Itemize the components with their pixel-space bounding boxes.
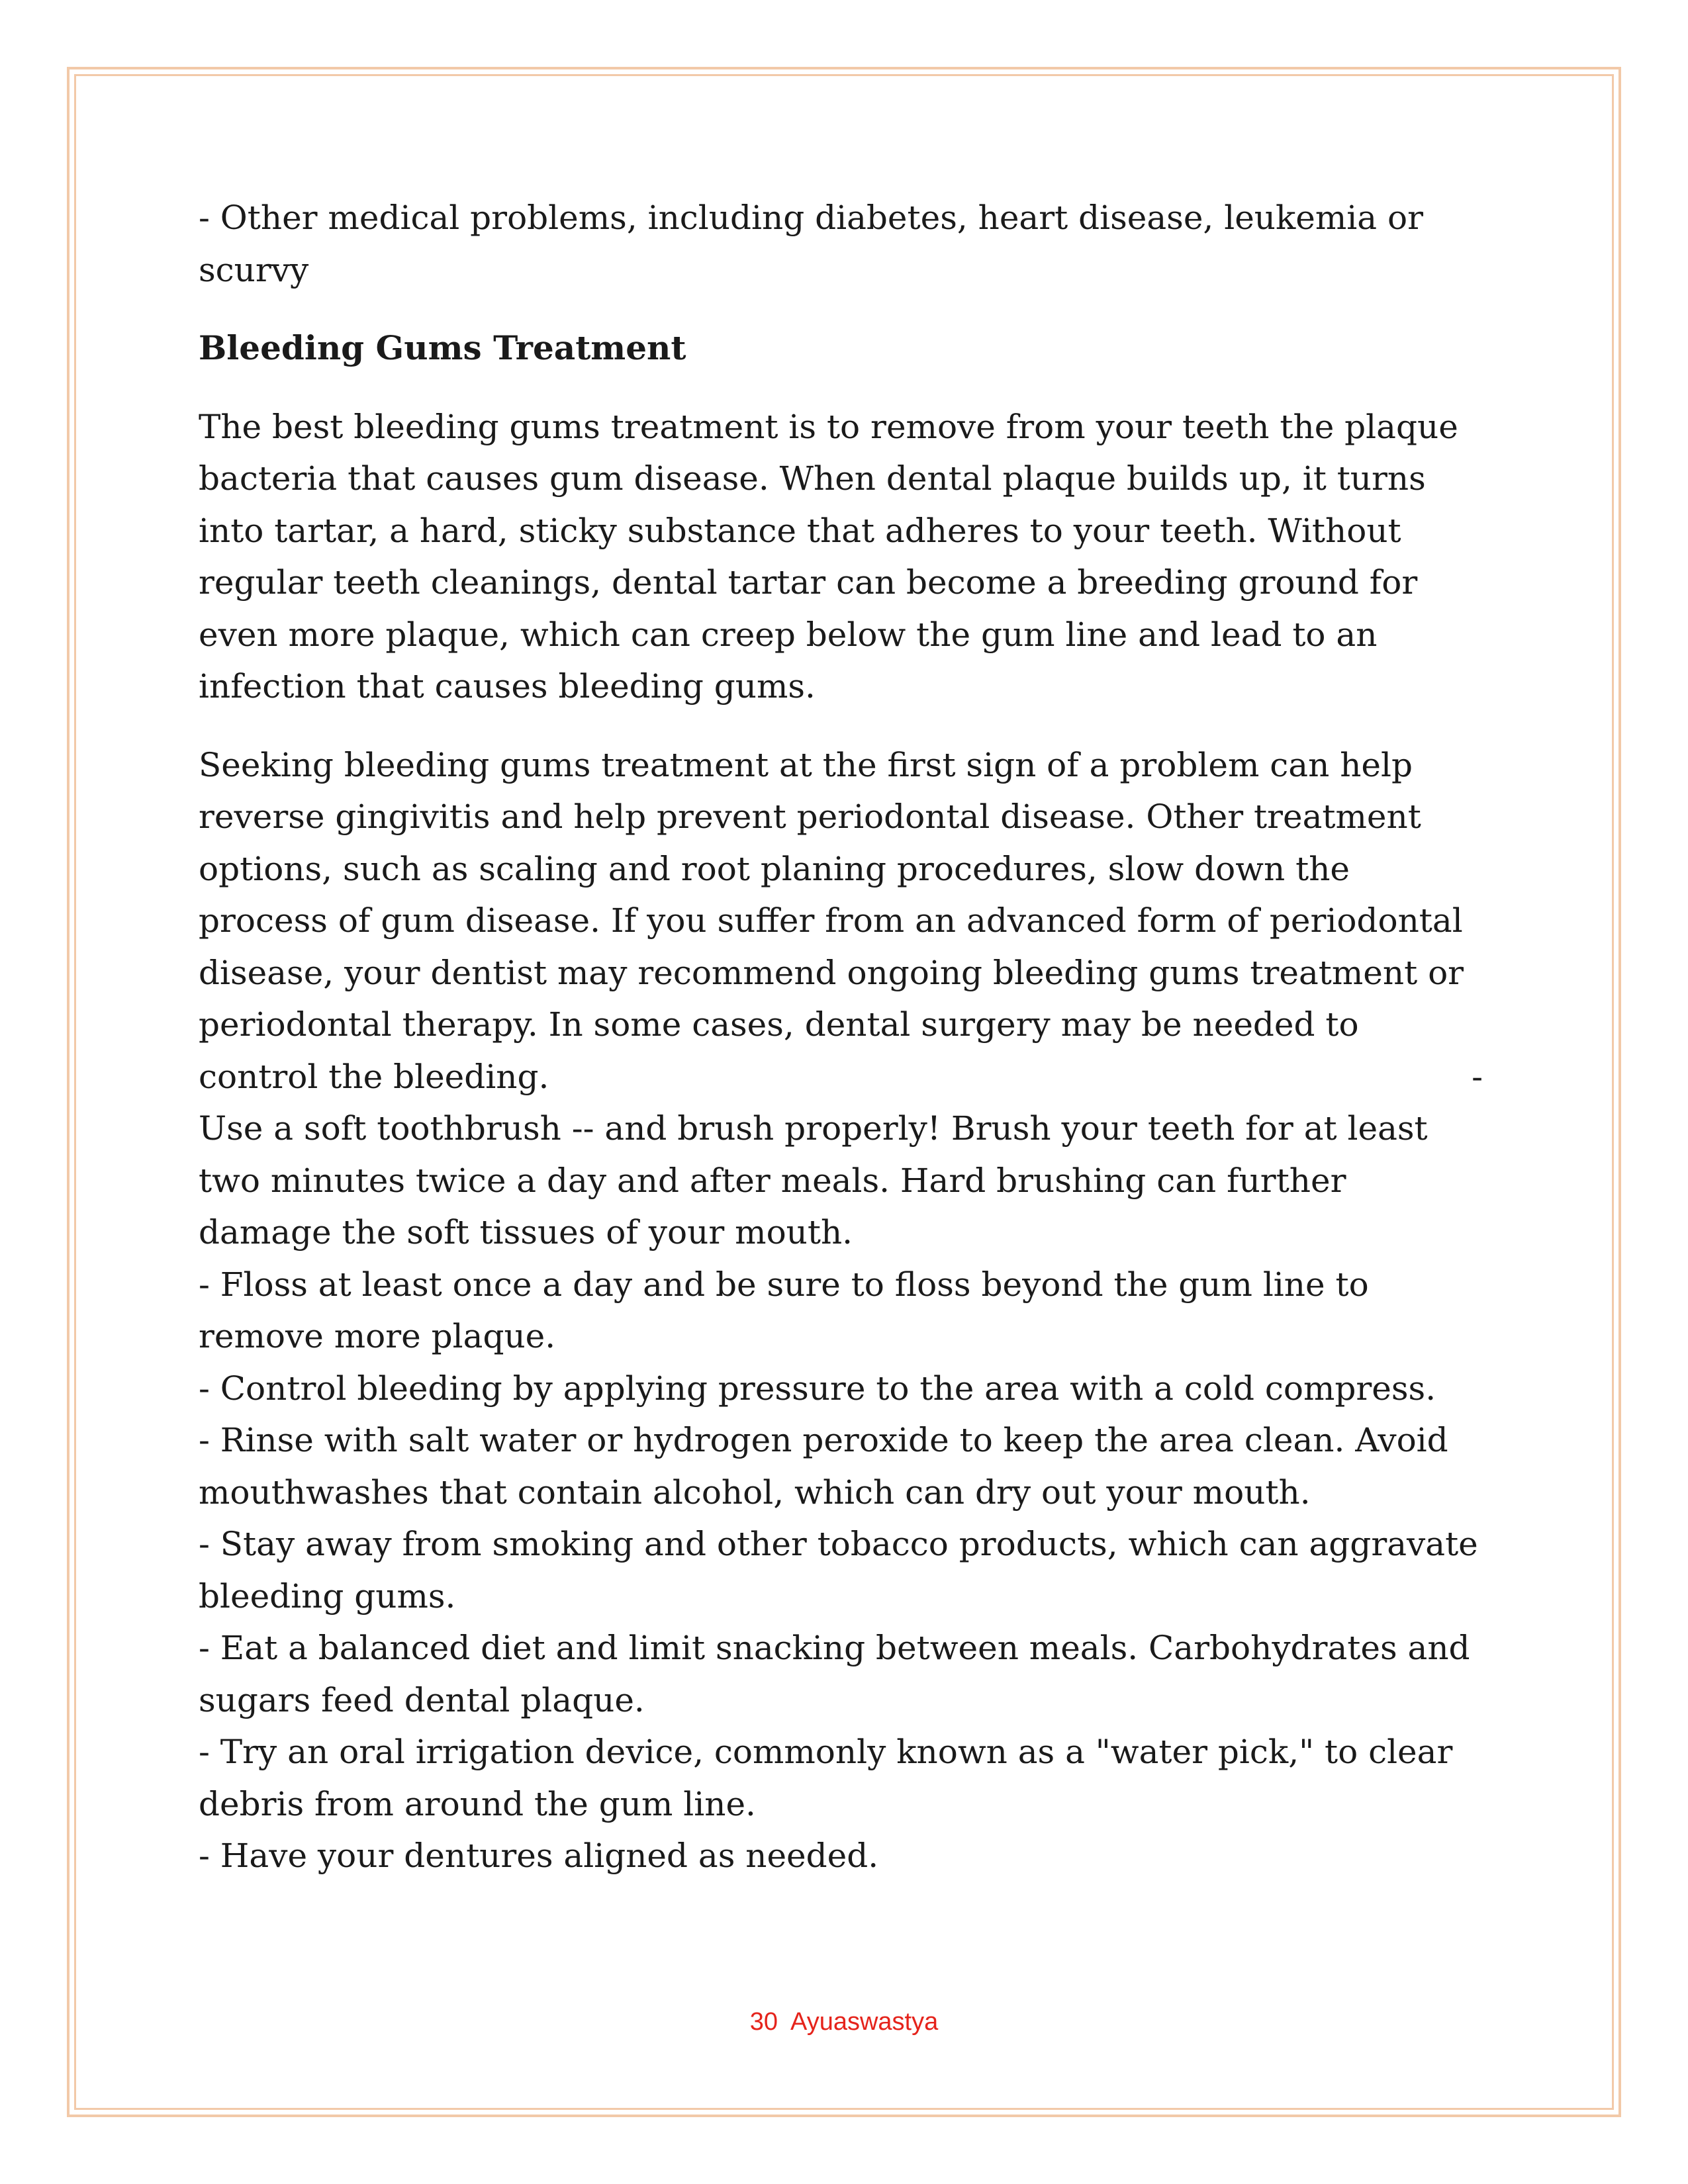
paragraph-treatment-text: Seeking bleeding gums treatment at the first sign of a problem can help reverse gingivitis and help prevent periodontal disease. Other treatment options, such as scaling and root planing procedures, slow down the process of gum disease. If you suffer from an advanced form of periodontal disease, your dentist may recommend ongoing bleeding gums treatment or periodontal therapy. In some cases, dental surgery may be needed to control the bleeding.: [199, 745, 1464, 1096]
trailing-dash: -: [1472, 1057, 1483, 1096]
tip-item: - Eat a balanced diet and limit snacking between meals. Carbohydrates and sugars feed dental plaque.: [199, 1629, 1470, 1719]
tip-item: Use a soft toothbrush -- and brush properly! Brush your teeth for at least two minutes twice a day and after meals. Hard brushing can further damage the soft tissues of your mouth.: [199, 1109, 1428, 1251]
tip-item: - Try an oral irrigation device, commonly known as a "water pick," to clear debris from around the gum line.: [199, 1733, 1453, 1823]
tip-item: - Rinse with salt water or hydrogen peroxide to keep the area clean. Avoid mouthwashes that contain alcohol, which can dry out your mouth.: [199, 1421, 1448, 1512]
page-content: [199, 192, 1483, 1882]
page-footer: 30 Ayuaswastya: [749, 2008, 939, 2036]
paragraph-treatment: [199, 739, 1483, 1103]
tip-item: - Control bleeding by applying pressure to the area with a cold compress.: [199, 1369, 1436, 1408]
intro-line: - Other medical problems, including diabetes, heart disease, leukemia or scurvy: [199, 199, 1423, 289]
tip-item: - Floss at least once a day and be sure to floss beyond the gum line to remove more plaque.: [199, 1265, 1369, 1355]
paragraph-plaque: The best bleeding gums treatment is to remove from your teeth the plaque bacteria that causes gum disease. When dental plaque builds up, it turns into tartar, a hard, sticky substance that adheres to your teeth. Without regular teeth cleanings, dental tartar can become a breeding ground for even more plaque, which can creep below the gum line and lead to an infection that causes bleeding gums.: [199, 407, 1458, 705]
tip-item: - Stay away from smoking and other tobacco products, which can aggravate bleeding gums.: [199, 1525, 1478, 1615]
section-heading: Bleeding Gums Treatment: [199, 328, 686, 367]
tip-item: - Have your dentures aligned as needed.: [199, 1837, 879, 1875]
